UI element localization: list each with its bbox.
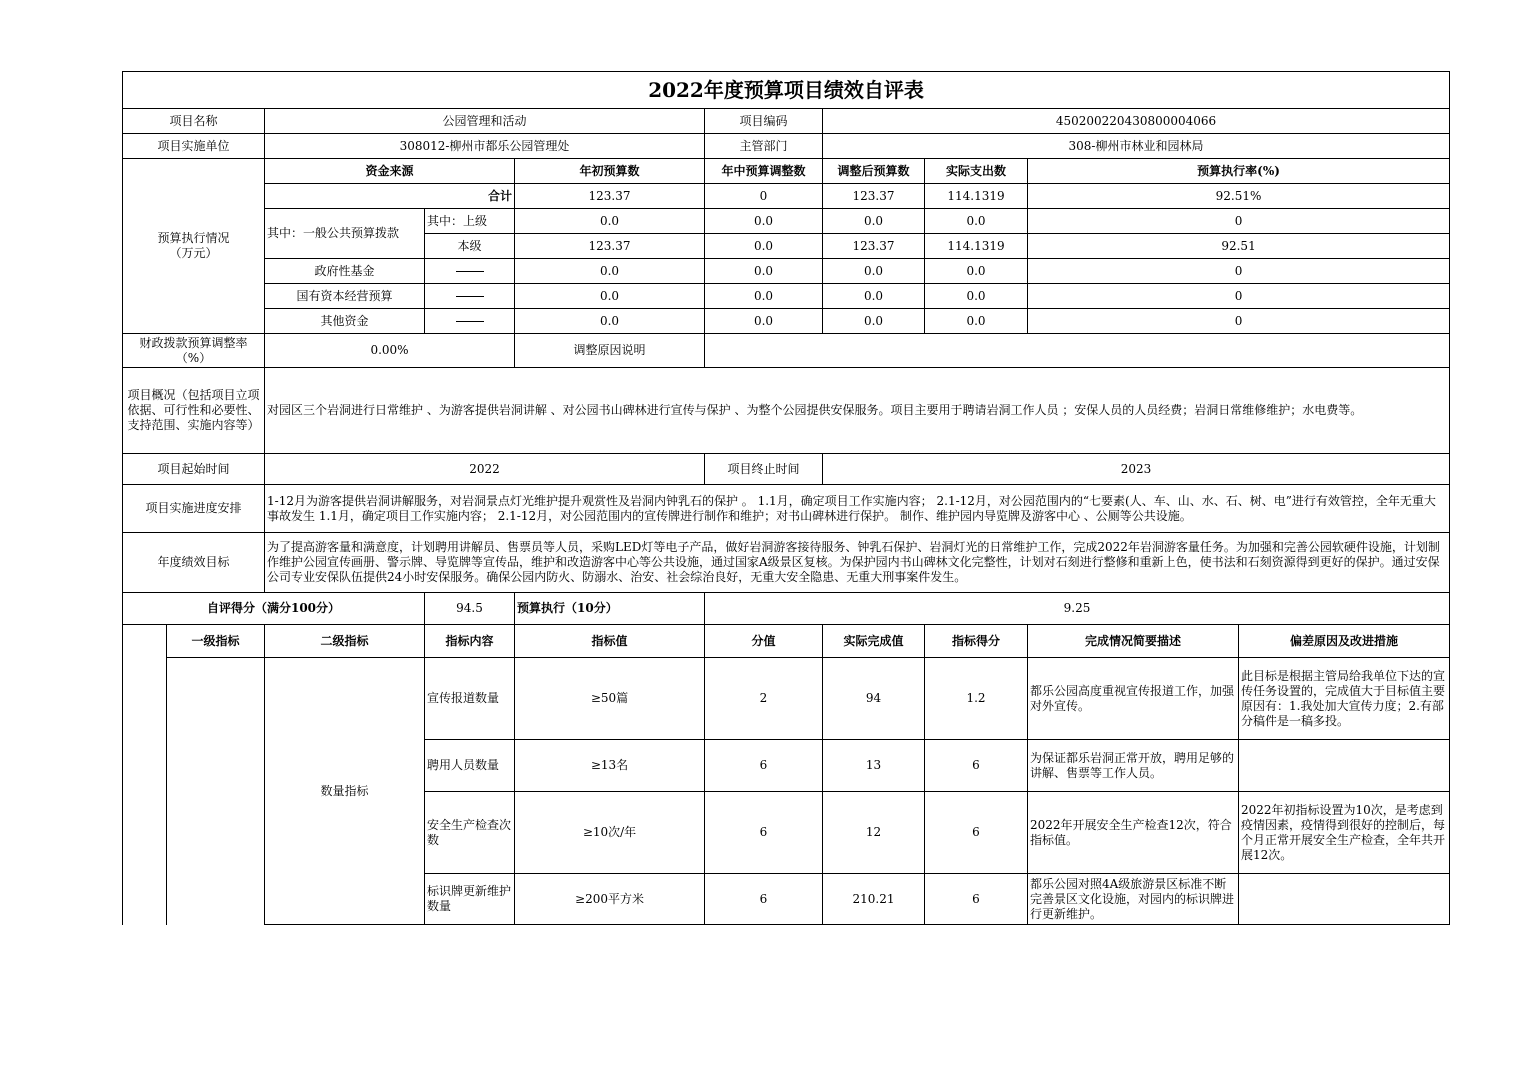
progress-text: 1-12月为游客提供岩洞讲解服务，对岩洞景点灯光维护提升观赏性及岩洞内钟乳石的保护 。 1.1月，确定项目工作实施内容； 2.1-12月，对公园范围内的“七要素(人、车、山、水、石、树、电”进行有效管控，全年无重大事故发生 1.1月，确定项目工作实施内容； 2.1-12月，对公园范围内的宣传牌进行制作和维护；对书山碑林进行保护。 制作、维护园内导览牌及游客中心 、公厕等公共设施。	[265, 485, 1450, 533]
unit-label: 项目实施单位	[123, 134, 265, 159]
budget-section-label: 预算执行情况 （万元）	[123, 159, 265, 334]
ind-row2-target: ≥13名	[515, 740, 705, 792]
budget-score-label: 预算执行（10分）	[515, 593, 705, 625]
budget-local-rate: 92.51	[1028, 234, 1450, 259]
ind-row2-weight: 6	[705, 740, 823, 792]
budget-statecap-label: 国有资本经营预算	[265, 284, 425, 309]
project-code-label: 项目编码	[705, 109, 823, 134]
ind-row2-score: 6	[925, 740, 1028, 792]
indicator-blank-column	[123, 625, 167, 925]
budget-other-initial: 0.0	[515, 309, 705, 334]
project-name: 公园管理和活动	[265, 109, 705, 134]
budget-upper-midyear: 0.0	[705, 209, 823, 234]
ind-row1-score: 1.2	[925, 658, 1028, 740]
start-value: 2022	[265, 454, 705, 485]
budget-header-source: 资金来源	[265, 159, 515, 184]
dept-value: 308-柳州市林业和园林局	[823, 134, 1450, 159]
ind-row4-weight: 6	[705, 874, 823, 925]
ind-row2-content: 聘用人员数量	[425, 740, 515, 792]
budget-govfund-label: 政府性基金	[265, 259, 425, 284]
budget-upper-adjusted: 0.0	[823, 209, 925, 234]
ind-level1-cell	[167, 658, 265, 925]
budget-general-label: 其中：一般公共预算拨款	[265, 209, 425, 259]
goal-text: 为了提高游客量和满意度，计划聘用讲解员、售票员等人员，采购LED灯等电子产品，做好岩洞游客接待服务、钟乳石保护、岩洞灯光的日常维护工作，完成2022年岩洞游客量任务。为加强和完善公园软硬件设施，计划制作维护公园宣传画册、警示牌、导览牌等宣传品，维护和改造游客中心等公共设施，通过国家A级景区复核。为保护园内书山碑林文化完整性，计划对石刻进行整修和重新上色，使书法和石刻资源得到更好的保护。通过安保公司专业安保队伍提供24小时安保服务。确保公园内防火、防溺水、治安、社会综治良好，无重大安全隐患、无重大刑事案件发生。	[265, 533, 1450, 593]
ind-row1-deviation: 此目标是根据主管局给我单位下达的宣传任务设置的，完成值大于目标值主要原因有：1.我处加大宣传力度；2.有部分稿件是一稿多投。	[1239, 658, 1450, 740]
dash-mark	[425, 259, 515, 284]
budget-upper-initial: 0.0	[515, 209, 705, 234]
budget-govfund-actual: 0.0	[925, 259, 1028, 284]
project-name-label: 项目名称	[123, 109, 265, 134]
budget-total-midyear: 0	[705, 184, 823, 209]
budget-local-adjusted: 123.37	[823, 234, 925, 259]
budget-govfund-midyear: 0.0	[705, 259, 823, 284]
budget-total-actual: 114.1319	[925, 184, 1028, 209]
ind-row1-weight: 2	[705, 658, 823, 740]
self-score-label: 自评得分（满分100分）	[123, 593, 425, 625]
budget-statecap-adjusted: 0.0	[823, 284, 925, 309]
ind-row2-desc: 为保证都乐岩洞正常开放，聘用足够的讲解、售票等工作人员。	[1028, 740, 1239, 792]
budget-other-adjusted: 0.0	[823, 309, 925, 334]
budget-govfund-initial: 0.0	[515, 259, 705, 284]
ind-row2-actual: 13	[823, 740, 925, 792]
ind-row1-content: 宣传报道数量	[425, 658, 515, 740]
dept-label: 主管部门	[705, 134, 823, 159]
adjust-rate-label: 财政拨款预算调整率（%）	[123, 334, 265, 368]
ind-row1-desc: 都乐公园高度重视宣传报道工作，加强对外宣传。	[1028, 658, 1239, 740]
ind-row3-score: 6	[925, 792, 1028, 874]
ind-header-level2: 二级指标	[265, 625, 425, 658]
progress-label: 项目实施进度安排	[123, 485, 265, 533]
budget-header-adjusted: 调整后预算数	[823, 159, 925, 184]
budget-other-midyear: 0.0	[705, 309, 823, 334]
end-label: 项目终止时间	[705, 454, 823, 485]
budget-upper-rate: 0	[1028, 209, 1450, 234]
ind-row4-target: ≥200平方米	[515, 874, 705, 925]
project-code: 450200220430800004066	[823, 109, 1450, 134]
budget-local-midyear: 0.0	[705, 234, 823, 259]
budget-total-adjusted: 123.37	[823, 184, 925, 209]
adjust-rate-value: 0.00%	[265, 334, 515, 368]
ind-header-content: 指标内容	[425, 625, 515, 658]
ind-header-target: 指标值	[515, 625, 705, 658]
ind-row4-content: 标识牌更新维护数量	[425, 874, 515, 925]
self-score-value: 94.5	[425, 593, 515, 625]
budget-statecap-actual: 0.0	[925, 284, 1028, 309]
budget-upper-label: 其中：上级	[425, 209, 515, 234]
budget-other-actual: 0.0	[925, 309, 1028, 334]
dash-mark	[425, 309, 515, 334]
ind-header-weight: 分值	[705, 625, 823, 658]
adjust-reason-value	[705, 334, 1450, 368]
ind-row3-actual: 12	[823, 792, 925, 874]
budget-total-rate: 92.51%	[1028, 184, 1450, 209]
ind-level2-cell: 数量指标	[265, 658, 425, 925]
end-value: 2023	[823, 454, 1450, 485]
ind-header-desc: 完成情况简要描述	[1028, 625, 1239, 658]
budget-upper-actual: 0.0	[925, 209, 1028, 234]
ind-header-level1: 一级指标	[167, 625, 265, 658]
budget-govfund-adjusted: 0.0	[823, 259, 925, 284]
start-label: 项目起始时间	[123, 454, 265, 485]
budget-local-label: 本级	[425, 234, 515, 259]
budget-local-initial: 123.37	[515, 234, 705, 259]
budget-statecap-initial: 0.0	[515, 284, 705, 309]
budget-header-actual: 实际支出数	[925, 159, 1028, 184]
budget-other-rate: 0	[1028, 309, 1450, 334]
dash-mark	[425, 284, 515, 309]
ind-row2-deviation	[1239, 740, 1450, 792]
budget-statecap-rate: 0	[1028, 284, 1450, 309]
ind-row3-content: 安全生产检查次数	[425, 792, 515, 874]
budget-header-midyear: 年中预算调整数	[705, 159, 823, 184]
table-title: 2022年度预算项目绩效自评表	[123, 72, 1450, 109]
performance-table	[122, 71, 1450, 925]
ind-row3-target: ≥10次/年	[515, 792, 705, 874]
budget-header-initial: 年初预算数	[515, 159, 705, 184]
budget-govfund-rate: 0	[1028, 259, 1450, 284]
ind-row3-desc: 2022年开展安全生产检查12次，符合指标值。	[1028, 792, 1239, 874]
overview-text: 对园区三个岩洞进行日常维护 、为游客提供岩洞讲解 、对公园书山碑林进行宣传与保护 、为整个公园提供安保服务。项目主要用于聘请岩洞工作人员 ；安保人员的人员经费；岩洞日常维修维护；水电费等。	[265, 368, 1450, 454]
ind-header-actual: 实际完成值	[823, 625, 925, 658]
ind-row4-score: 6	[925, 874, 1028, 925]
ind-header-deviation: 偏差原因及改进措施	[1239, 625, 1450, 658]
adjust-reason-label: 调整原因说明	[515, 334, 705, 368]
goal-label: 年度绩效目标	[123, 533, 265, 593]
budget-local-actual: 114.1319	[925, 234, 1028, 259]
budget-header-rate: 预算执行率(%)	[1028, 159, 1450, 184]
ind-row4-actual: 210.21	[823, 874, 925, 925]
budget-total-label: 合计	[265, 184, 515, 209]
ind-row4-deviation	[1239, 874, 1450, 925]
budget-total-initial: 123.37	[515, 184, 705, 209]
ind-header-score: 指标得分	[925, 625, 1028, 658]
ind-row1-target: ≥50篇	[515, 658, 705, 740]
unit-value: 308012-柳州市都乐公园管理处	[265, 134, 705, 159]
budget-statecap-midyear: 0.0	[705, 284, 823, 309]
ind-row4-desc: 都乐公园对照4A级旅游景区标准不断完善景区文化设施，对园内的标识牌进行更新维护。	[1028, 874, 1239, 925]
budget-other-label: 其他资金	[265, 309, 425, 334]
ind-row3-weight: 6	[705, 792, 823, 874]
ind-row3-deviation: 2022年初指标设置为10次，是考虑到疫情因素，疫情得到很好的控制后，每个月正常开展安全生产检查，全年共开展12次。	[1239, 792, 1450, 874]
overview-label: 项目概况（包括项目立项依据、可行性和必要性、支持范围、实施内容等）	[123, 368, 265, 454]
ind-row1-actual: 94	[823, 658, 925, 740]
budget-score-value: 9.25	[705, 593, 1450, 625]
